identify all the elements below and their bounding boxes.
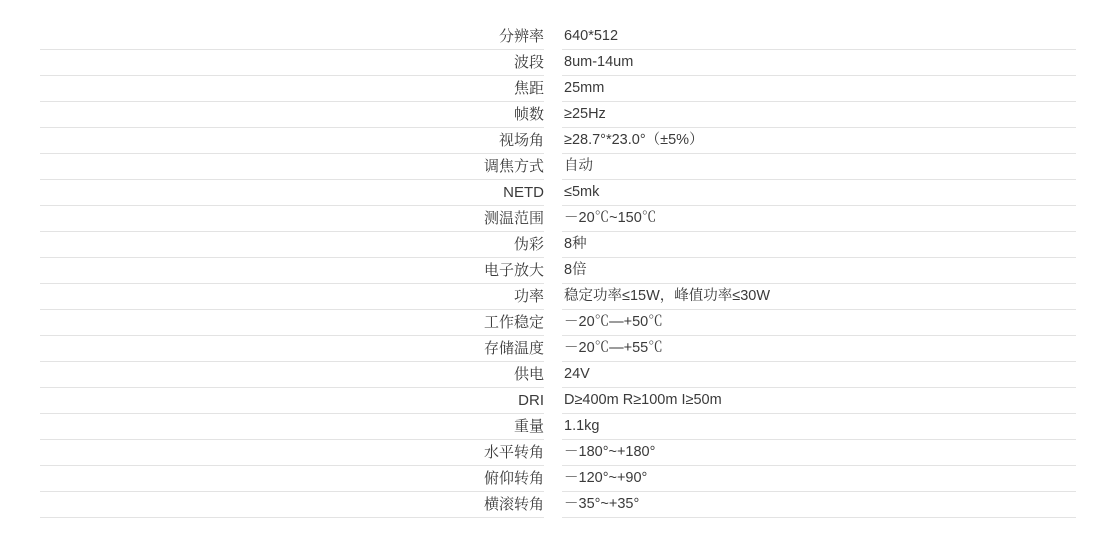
spec-value: 24V	[562, 362, 1076, 388]
spec-label: 俯仰转角	[40, 466, 544, 492]
table-row	[40, 102, 1076, 128]
spec-value: 25mm	[562, 76, 1076, 102]
spec-label: 分辨率	[40, 24, 544, 50]
table-row	[40, 310, 1076, 336]
spec-value: 稳定功率≤15W，峰值功率≤30W	[562, 284, 1076, 310]
column-gap	[544, 284, 562, 310]
spec-label: 电子放大	[40, 258, 544, 284]
spec-label: 水平转角	[40, 440, 544, 466]
table-row	[40, 440, 1076, 466]
spec-label: 调焦方式	[40, 154, 544, 180]
spec-value: －120°~+90°	[562, 466, 1076, 492]
column-gap	[544, 24, 562, 50]
spec-label: 视场角	[40, 128, 544, 154]
table-row	[40, 206, 1076, 232]
table-row	[40, 414, 1076, 440]
column-gap	[544, 362, 562, 388]
spec-value: －20℃—+55℃	[562, 336, 1076, 362]
spec-value: －20℃—+50℃	[562, 310, 1076, 336]
spec-label: 帧数	[40, 102, 544, 128]
column-gap	[544, 232, 562, 258]
table-row	[40, 180, 1076, 206]
spec-label: 伪彩	[40, 232, 544, 258]
spec-value: 1.1kg	[562, 414, 1076, 440]
column-gap	[544, 206, 562, 232]
column-gap	[544, 440, 562, 466]
specification-table-body	[40, 24, 1076, 518]
table-row	[40, 232, 1076, 258]
table-row	[40, 258, 1076, 284]
column-gap	[544, 414, 562, 440]
spec-label: 测温范围	[40, 206, 544, 232]
column-gap	[544, 50, 562, 76]
column-gap	[544, 128, 562, 154]
column-gap	[544, 102, 562, 128]
spec-label: 工作稳定	[40, 310, 544, 336]
column-gap	[544, 258, 562, 284]
table-row	[40, 388, 1076, 414]
table-row	[40, 362, 1076, 388]
specification-table	[40, 24, 1076, 518]
table-row	[40, 24, 1076, 50]
spec-value: 8种	[562, 232, 1076, 258]
spec-value: D≥400m R≥100m I≥50m	[562, 388, 1076, 414]
spec-value: －180°~+180°	[562, 440, 1076, 466]
table-row	[40, 284, 1076, 310]
spec-value: ≤5mk	[562, 180, 1076, 206]
spec-value: 自动	[562, 154, 1076, 180]
spec-value: 8倍	[562, 258, 1076, 284]
spec-value: －20℃~150℃	[562, 206, 1076, 232]
table-row	[40, 128, 1076, 154]
table-row	[40, 154, 1076, 180]
table-row	[40, 492, 1076, 518]
spec-label: 焦距	[40, 76, 544, 102]
spec-value: ≥25Hz	[562, 102, 1076, 128]
spec-label: 横滚转角	[40, 492, 544, 518]
spec-label: NETD	[40, 180, 544, 206]
column-gap	[544, 180, 562, 206]
table-row	[40, 76, 1076, 102]
spec-value: ≥28.7°*23.0°（±5%）	[562, 128, 1076, 154]
column-gap	[544, 388, 562, 414]
column-gap	[544, 336, 562, 362]
column-gap	[544, 310, 562, 336]
spec-value: －35°~+35°	[562, 492, 1076, 518]
spec-label: 供电	[40, 362, 544, 388]
spec-label: DRI	[40, 388, 544, 414]
specification-sheet	[40, 24, 1076, 518]
table-row	[40, 466, 1076, 492]
column-gap	[544, 492, 562, 518]
spec-label: 波段	[40, 50, 544, 76]
spec-label: 重量	[40, 414, 544, 440]
table-row	[40, 336, 1076, 362]
spec-label: 存储温度	[40, 336, 544, 362]
spec-label: 功率	[40, 284, 544, 310]
spec-value: 8um-14um	[562, 50, 1076, 76]
table-row	[40, 50, 1076, 76]
spec-value: 640*512	[562, 24, 1076, 50]
column-gap	[544, 76, 562, 102]
column-gap	[544, 466, 562, 492]
column-gap	[544, 154, 562, 180]
